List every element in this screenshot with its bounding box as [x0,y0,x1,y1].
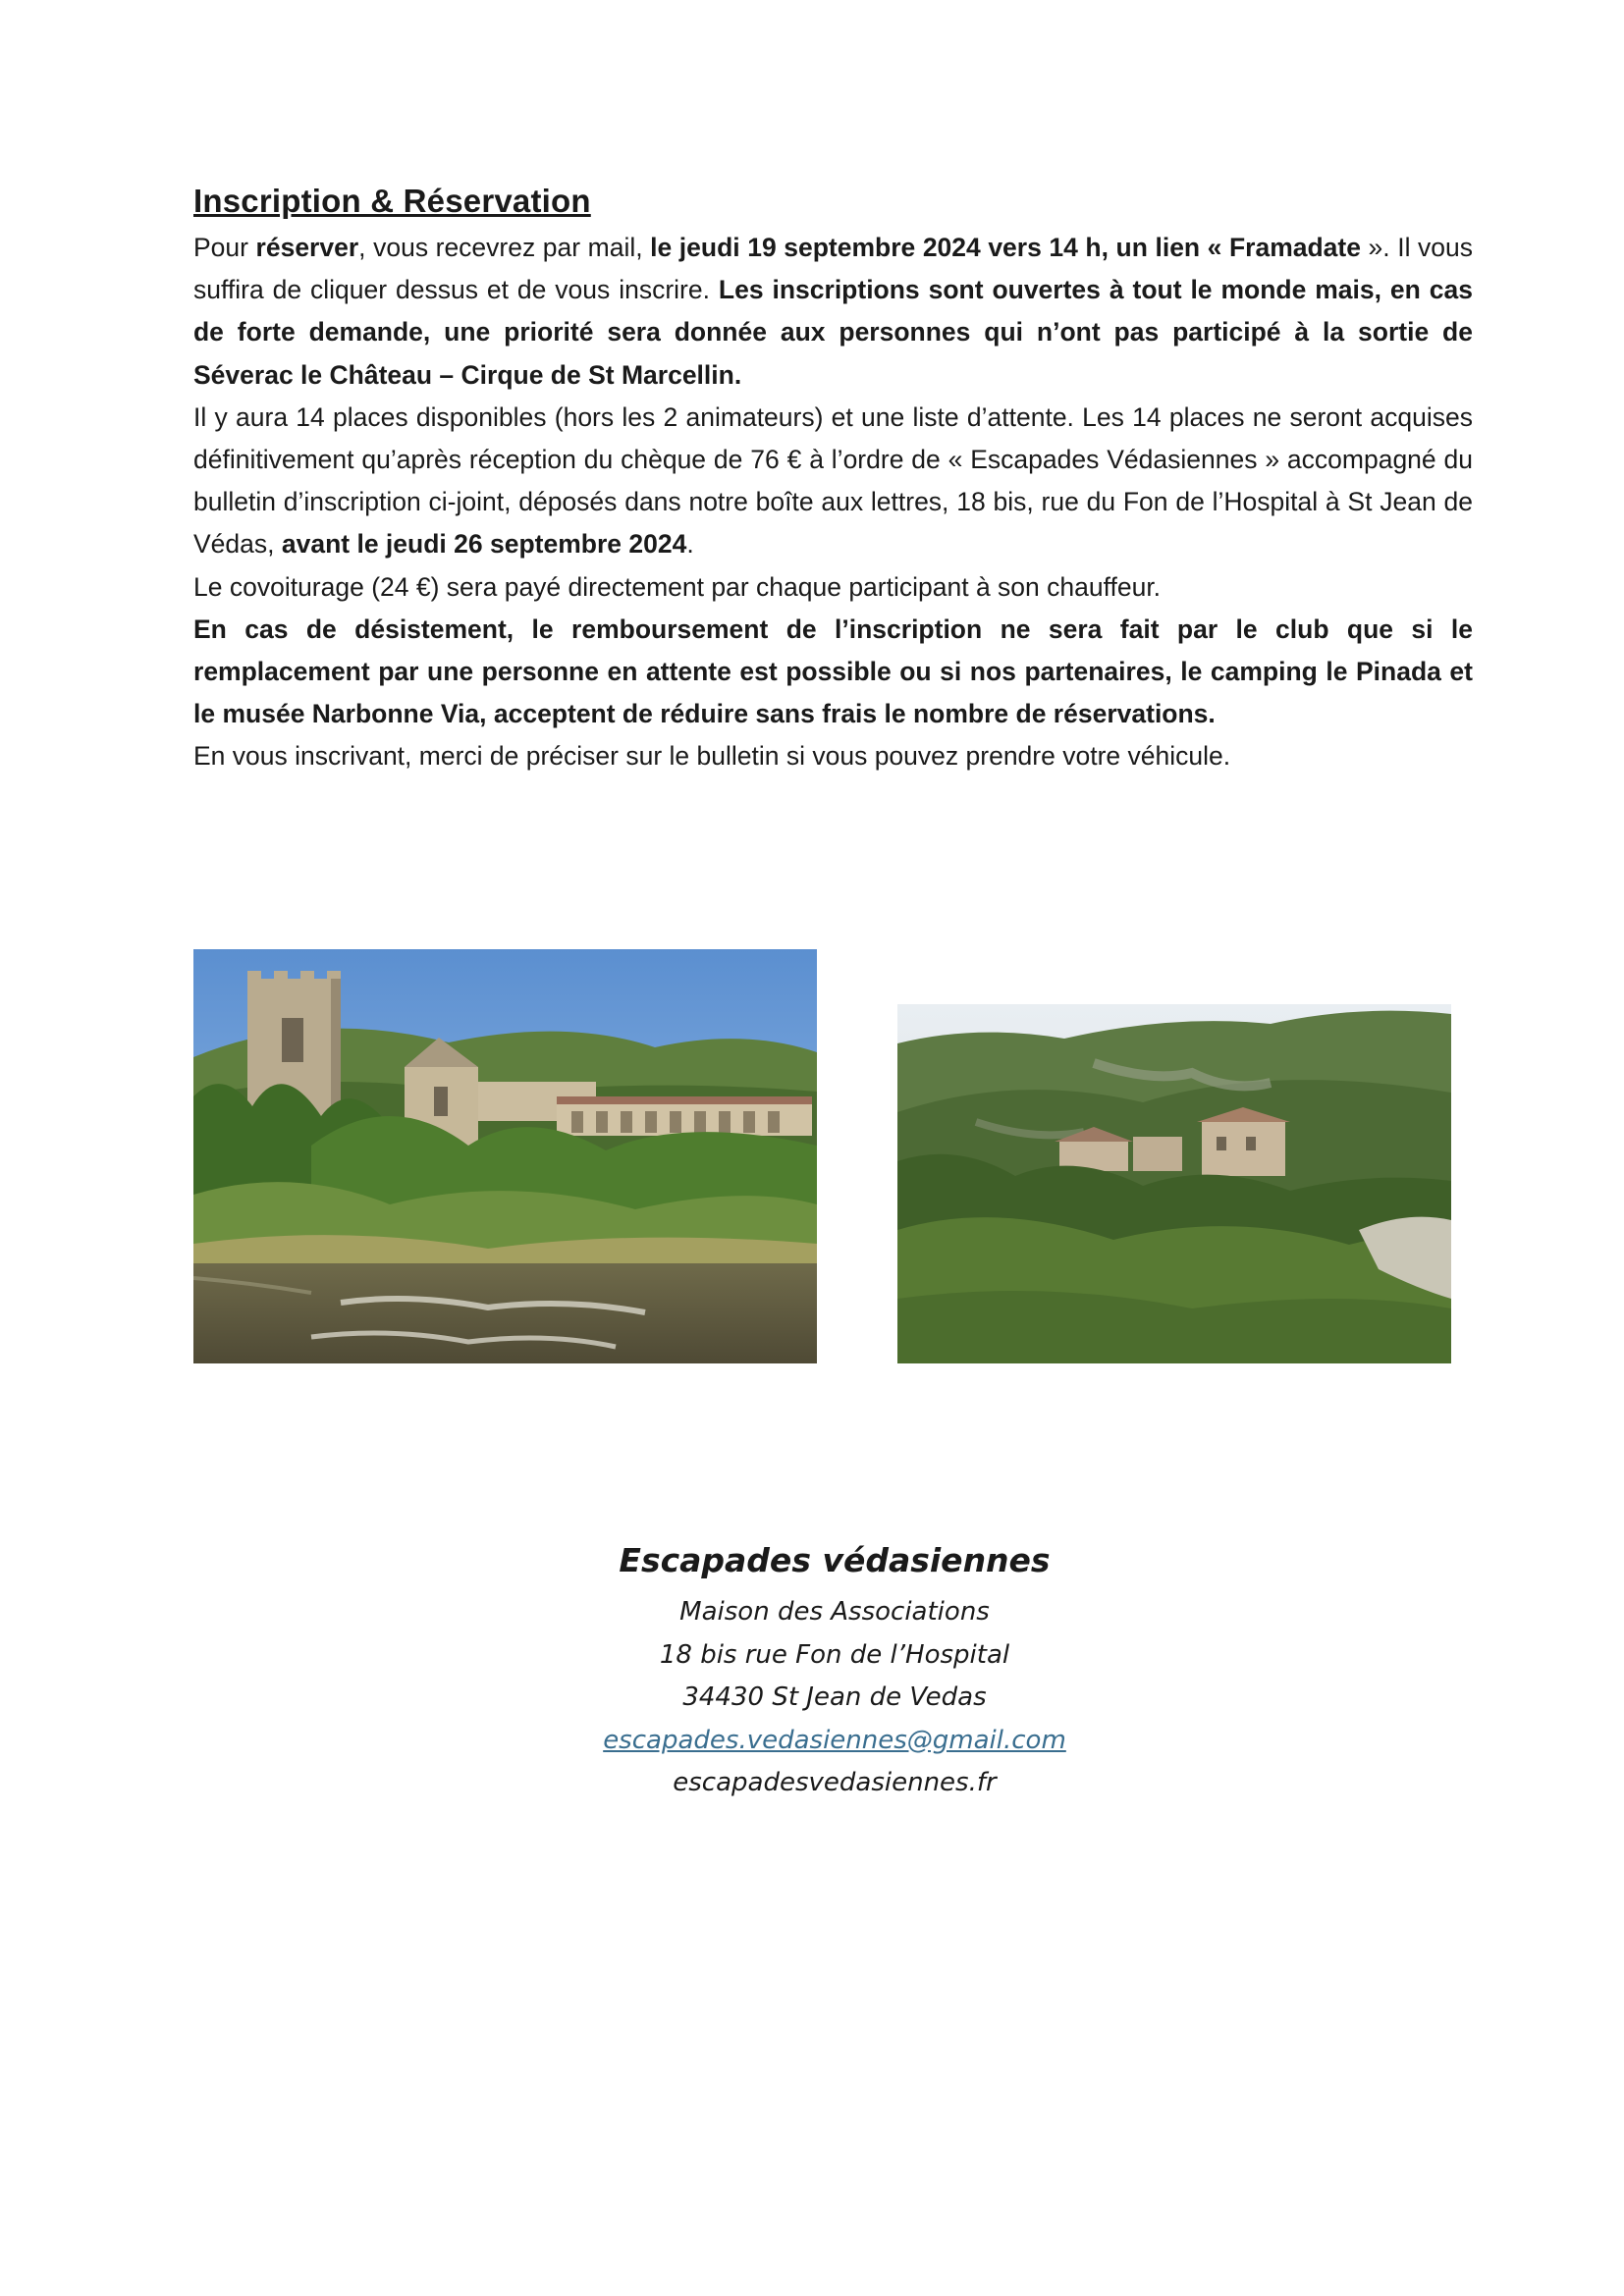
address-line-2: 18 bis rue Fon de l’Hospital [659,1639,1010,1670]
hillside-village-photo [897,1004,1451,1363]
inscription-section [193,180,1473,778]
text-run: Il y aura 14 places disponibles (hors les 2 animateurs) et une liste d’attente. Les 14 places ne seront acquises définitivement qu’après réception du chèque de 76 € à l’ordre de « Escapades Védasiennes » accompagné du bulletin d’inscription ci-joint, déposés dans notre boîte aux lettres, 18 bis, rue du Fon de l’Hospital à St Jean de Védas, [193,401,1473,560]
organization-name: Escapades védasiennes [619,1541,1051,1579]
text-run: ». Il vous suffira de cliquer dessus et de vous inscrire. [193,233,1473,305]
paragraph-vehicule: En vous inscrivant, merci de préciser sur le bulletin si vous pouvez prendre votre véhicule. [193,741,1231,772]
address-line-3: 34430 St Jean de Vedas [682,1682,987,1712]
paragraph-desistement: En cas de désistement, le remboursement de l’inscription ne sera fait par le club que si le remplacement par une personne en attente est possible ou si nos partenaires, le camping le Pinada et le musée Narbonne Via, acceptent de réduire sans frais le nombre de réservations. [193,614,1473,729]
village-photo-graphic [897,1004,1451,1363]
bold-run: réserver [255,233,359,262]
text-run: , vous recevrez par mail, [358,233,651,262]
abbey-by-river-photo [193,949,817,1363]
text-run: Pour [193,233,256,262]
paragraph-covoiturage: Le covoiturage (24 €) sera payé directement par chaque participant à son chauffeur. [193,571,1162,602]
footer-contact [442,1536,1227,1805]
email-link[interactable]: escapades.vedasiennes@gmail.com [603,1725,1066,1755]
section-heading: Inscription & Réservation [193,183,591,219]
text-run: . [686,529,694,560]
bold-run: le jeudi 19 septembre 2024 vers 14 h, un lien « Framadate [650,233,1361,262]
paragraph-reservation [193,227,1473,397]
paragraph-places [193,397,1473,566]
bold-run: avant le jeudi 26 septembre 2024 [281,529,687,560]
website-text: escapadesvedasiennes.fr [673,1768,997,1797]
email-line [442,1720,1227,1763]
bold-run: Les inscriptions sont ouvertes à tout le monde mais, en cas de forte demande, une priorité sera donnée aux personnes qui n’ont pas participé à la sortie de Séverac le Château – Cirque de St Marcellin. [193,275,1473,390]
abbey-photo-graphic [193,949,817,1363]
address-line-1: Maison des Associations [679,1597,990,1627]
